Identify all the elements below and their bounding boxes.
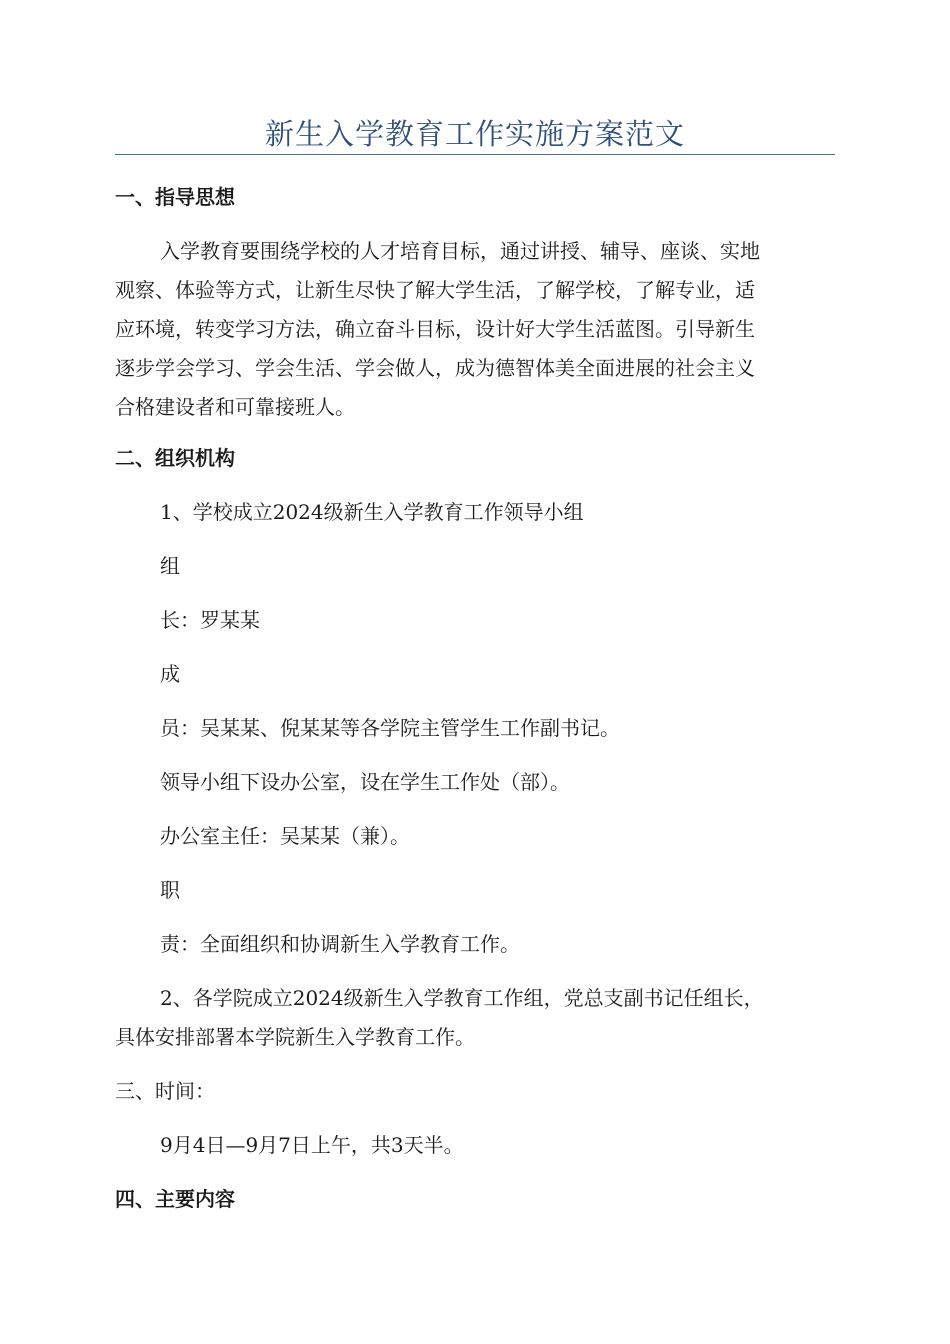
paragraph-line: 应环境，转变学习方法，确立奋斗目标，设计好大学生活蓝图。引导新生 <box>115 317 755 341</box>
paragraph-line: 观察、体验等方式，让新生尽快了解大学生活，了解学校，了解专业，适 <box>115 278 755 302</box>
paragraph-line: 合格建设者和可靠接班人。 <box>115 395 355 419</box>
office-line: 领导小组下设办公室，设在学生工作处（部）。 <box>160 770 570 794</box>
section-heading-organization: 二、组织机构 <box>115 446 235 470</box>
time-text: 9月4日—9月7日上午，共3天半。 <box>160 1133 464 1157</box>
section-heading-time: 三、时间： <box>115 1079 215 1103</box>
section-heading-main-content: 四、主要内容 <box>115 1187 235 1211</box>
members-label-part2: 员：吴某某、倪某某等各学院主管学生工作副书记。 <box>160 716 620 740</box>
org-item-2-line2: 具体安排部署本学院新生入学教育工作。 <box>115 1025 475 1049</box>
members-label-part1: 成 <box>160 662 180 686</box>
office-director-line: 办公室主任：吴某某（兼）。 <box>160 824 410 848</box>
paragraph-line: 逐步学会学习、学会生活、学会做人，成为德智体美全面进展的社会主义 <box>115 356 755 380</box>
org-item-2-line1: 2、各学院成立2024级新生入学教育工作组，党总支副书记任组长， <box>160 986 764 1010</box>
document-title: 新生入学教育工作实施方案范文 <box>264 117 685 151</box>
title-underline <box>115 154 835 155</box>
leader-label-part1: 组 <box>160 554 180 578</box>
duty-label-part1: 职 <box>160 878 180 902</box>
duty-label-part2: 责：全面组织和协调新生入学教育工作。 <box>160 932 520 956</box>
org-item-1: 1、学校成立2024级新生入学教育工作领导小组 <box>160 500 584 524</box>
leader-label-part2: 长：罗某某 <box>160 608 260 632</box>
paragraph-line: 入学教育要围绕学校的人才培育目标，通过讲授、辅导、座谈、实地 <box>160 239 760 263</box>
section-heading-guiding-ideology: 一、指导思想 <box>115 185 235 209</box>
